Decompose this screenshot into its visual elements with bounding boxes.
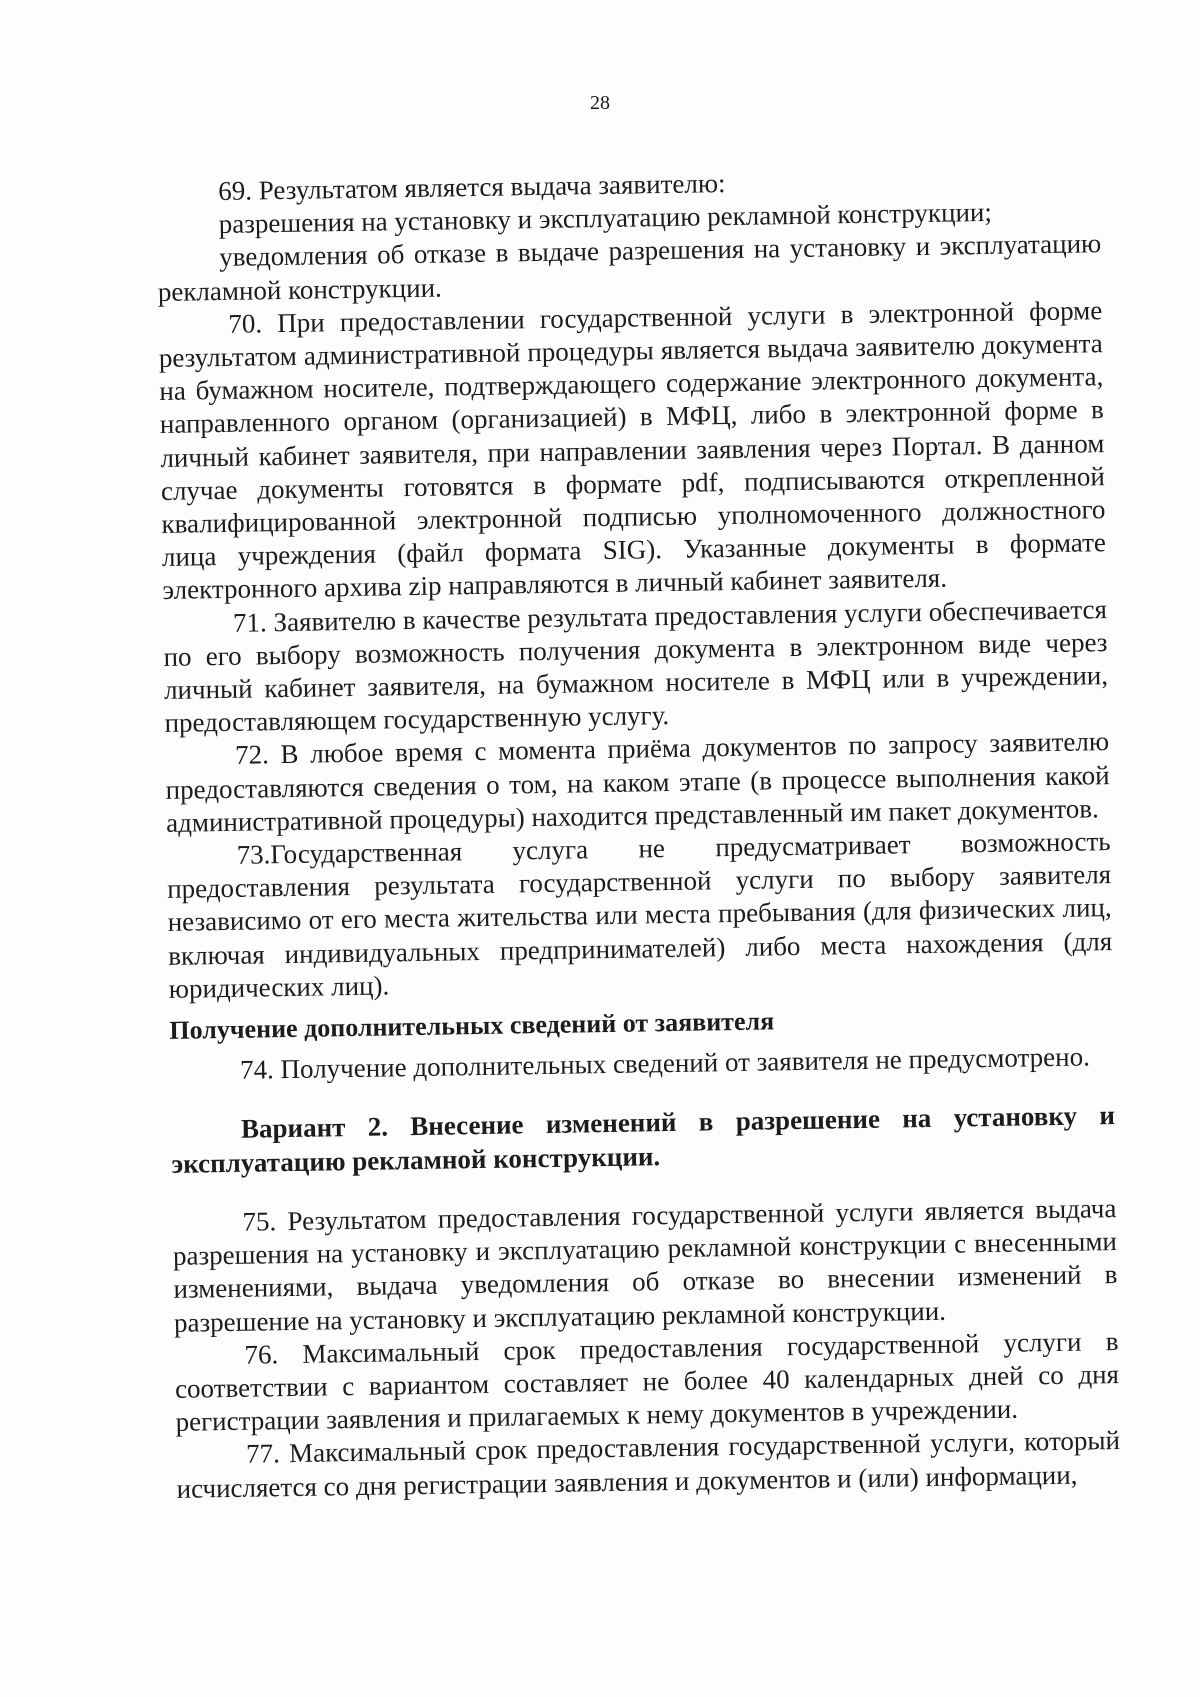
paragraph-74: 74. Получение дополнительных сведений от заявителя не предусмотрено. [239, 1041, 1091, 1086]
paragraph-71: 71. Заявителю в качестве результата предоставления услуги обеспечивается по его выбору возможность получения документа в электронном виде через личный кабинет заявителя, на бумажном носителе в МФЦ или в учреждении, предоставляющем государственную услугу. [163, 593, 1109, 739]
paragraph-73: 73.Государственная услуга не предусматривает возможность предоставления результата государственной услуги по выбору заявителя независимо от его места жительства или места пребывания (для физических лиц, включая индивидуальных предпринимателей) либо места нахождения (для юридических лиц). [166, 826, 1113, 1004]
paragraph-72: 72. В любое время с момента приёма документов по запросу заявителю предоставляются сведения о том, на каком этапе (в процессе выполнения какой административной процедуры) находится представленный им пакет документов. [165, 726, 1110, 838]
section-heading-additional-info: Получение дополнительных сведений от заявителя [169, 1006, 775, 1045]
paragraph-69-line-2: разрешения на установку и эксплуатацию рекламной конструкции; [218, 197, 993, 240]
paragraph-69-line-1: 69. Результатом является выдача заявителю: [218, 168, 726, 207]
variant-2-heading: Вариант 2. Внесение изменений в разрешение на установку и эксплуатацию рекламной конструкции. [171, 1100, 1116, 1179]
paragraph-70: 70. При предоставлении государственной услуги в электронной форме результатом административной процедуры является выдача заявителю документа на бумажном носителе, подтверждающего содержание электронного документа, направленного органом (организацией) в МФЦ, либо в электронной форме в личный кабинет заявителя, при направлении заявления через Портал. В данном случае документы готовятся в формате pdf, подписываются открепленной квалифицированной электронной подписью уполномоченного должностного лица учреждения (файл формата SIG). Указанные документы в формате электронного архива zip направляются в личный кабинет заявителя. [158, 294, 1107, 606]
paragraph-76: 76. Максимальный срок предоставления государственной услуги в соответствии с вариантом составляет не более 40 календарных дней со дня регистрации заявления и прилагаемых к нему документов в учреждении. [174, 1325, 1120, 1437]
page-number: 28 [590, 92, 610, 114]
document-body [156, 161, 1121, 1505]
paragraph-77: 77. Максимальный срок предоставления государственной услуги, который исчисляется со дня регистрации заявления и документов и (или) информации, [176, 1425, 1121, 1504]
paragraph-69-line-3: уведомления об отказе в выдаче разрешения на установку и эксплуатацию рекламной конструкции. [157, 228, 1102, 307]
paragraph-75: 75. Результатом предоставления государственной услуги является выдача разрешения на установку и эксплуатацию рекламной конструкции с внесенными изменениями, выдача уведомления об отказе во внесении изменений в разрешение на установку и эксплуатацию рекламной конструкции. [172, 1192, 1118, 1338]
